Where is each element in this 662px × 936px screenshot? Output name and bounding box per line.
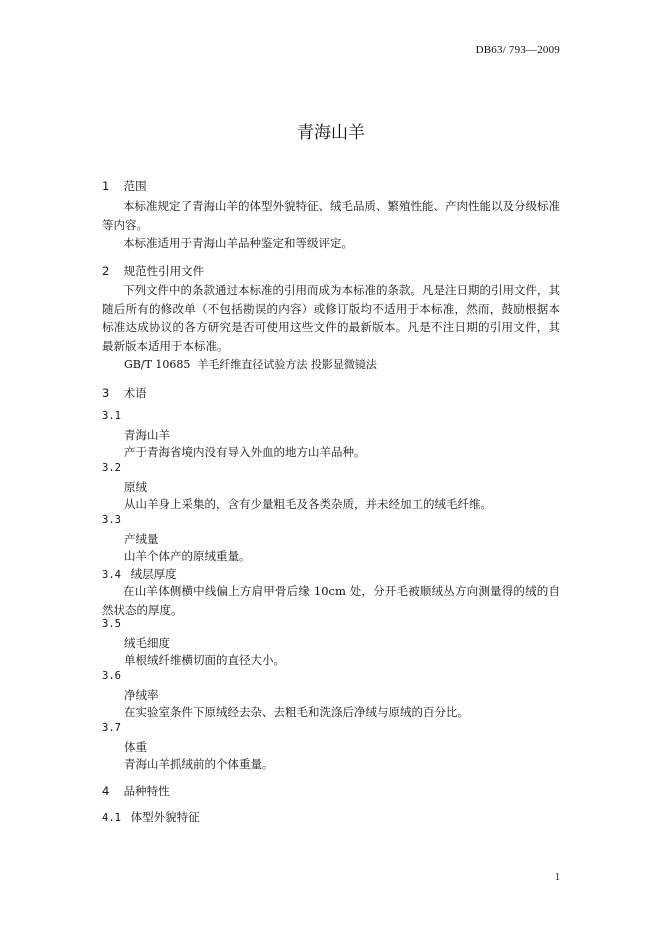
clause-number: 3.4 — [102, 569, 121, 581]
term-definition: 在实验室条件下原绒经去杂、去粗毛和洗涤后净绒与原绒的百分比。 — [124, 705, 469, 719]
section-number: 4 — [102, 784, 110, 798]
term-title: 青海山羊 — [124, 428, 170, 442]
section-1-para-1: 本标准规定了青海山羊的体型外貌特征、绒毛品质、繁殖性能、产肉性能以及分级标准等内容。 — [102, 199, 560, 232]
term-definition: 单根绒纤维横切面的直径大小。 — [124, 653, 285, 667]
clause-number: 3.1 — [102, 410, 121, 422]
term-title: 原绒 — [124, 480, 147, 494]
term-definition: 青海山羊抓绒前的个体重量。 — [124, 757, 274, 771]
section-title: 范围 — [123, 179, 147, 193]
section-2-para-1: 下列文件中的条款通过本标准的引用而成为本标准的条款。凡是注日期的引用文件，其随后所有的修改单（不包括勘误的内容）或修订版均不适用于本标准，然而，鼓励根据本标准达成协议的各方研究是否可使用这些文件的最新版本。凡是不注日期的引用文件，其最新版本适用于本标准。 — [102, 283, 560, 354]
page-number: 1 — [555, 872, 560, 883]
section-title: 品种特性 — [123, 784, 170, 798]
section-number: 3 — [102, 386, 110, 400]
clause-number: 3.7 — [102, 722, 121, 734]
term-title: 体重 — [124, 740, 147, 754]
term-title: 绒毛细度 — [124, 636, 170, 650]
section-title: 术语 — [123, 386, 147, 400]
clause-number: 3.2 — [102, 462, 121, 474]
section-2-heading — [102, 263, 204, 279]
term-definition: 产于青海省境内没有导入外血的地方山羊品种。 — [124, 445, 366, 459]
clause-number: 4.1 — [102, 812, 121, 824]
section-4-heading — [102, 783, 170, 799]
section-title: 规范性引用文件 — [123, 264, 205, 278]
clause-title: 体型外貌特征 — [130, 810, 200, 824]
standard-number: DB63/ 793—2009 — [475, 44, 560, 56]
clause-number: 3.3 — [102, 514, 121, 526]
page-title: 青海山羊 — [297, 123, 365, 143]
term-definition: 在山羊体侧横中线偏上方肩甲骨后缘 10cm 处，分开毛被顺绒丛方向测量得的绒的自然状态的厚度。 — [102, 584, 560, 617]
clause-number: 3.5 — [102, 618, 121, 630]
section-1-heading — [102, 178, 147, 194]
term-title: 净绒率 — [124, 688, 159, 702]
term-title: 产绒量 — [124, 532, 159, 546]
section-number: 2 — [102, 264, 110, 278]
term-definition: 从山羊身上采集的，含有少量粗毛及各类杂质，并未经加工的绒毛纤维。 — [124, 497, 492, 511]
term-title: 绒层厚度 — [130, 567, 177, 581]
section-number: 1 — [102, 179, 110, 193]
section-1-para-2: 本标准适用于青海山羊品种鉴定和等级评定。 — [123, 236, 353, 250]
clause-3-4-heading — [102, 566, 177, 582]
clause-number: 3.6 — [102, 670, 121, 682]
section-3-heading — [102, 385, 147, 401]
clause-4-1-heading — [102, 809, 200, 825]
term-definition: 山羊个体产的原绒重量。 — [124, 549, 251, 563]
normative-reference: GB/T 10685 羊毛纤维直径试验方法 投影显微镜法 — [124, 358, 377, 371]
